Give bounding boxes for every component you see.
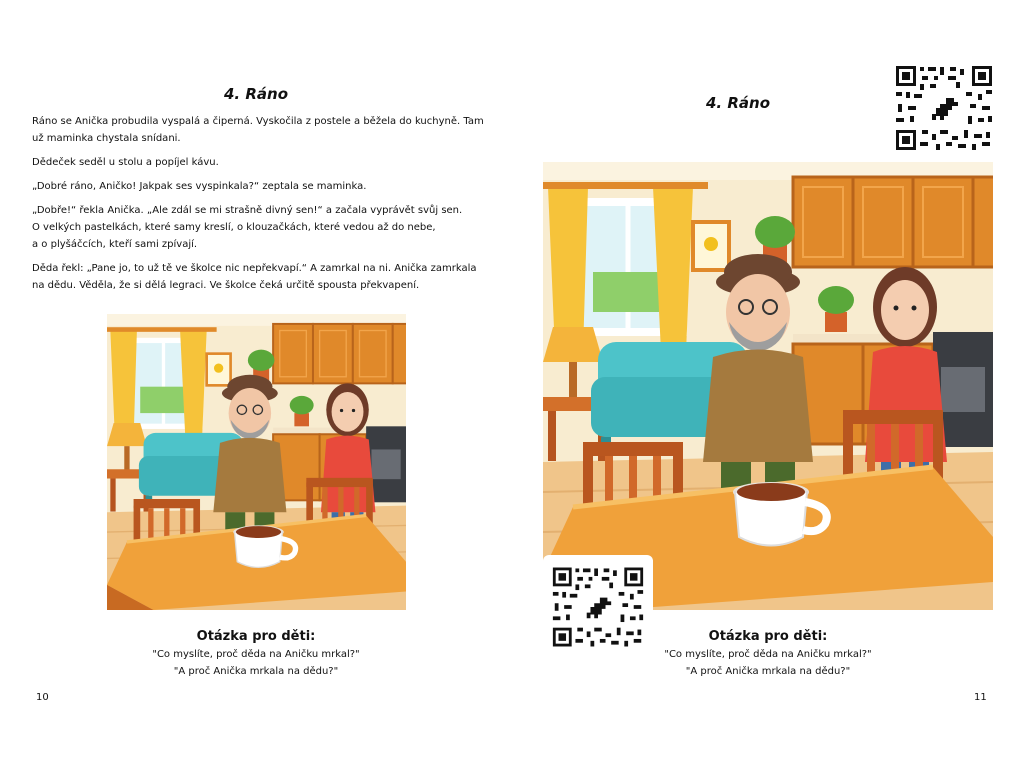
chapter-title: 4. Ráno [706, 94, 771, 112]
question-line: "A proč Anička mrkala na dědu?" [685, 666, 851, 677]
story-paragraph: O velkých pastelkách, které samy kreslí, o klouzačkách, které vedou až do nebe, [32, 222, 436, 233]
story-paragraph: Dědeček seděl u stolu a popíjel kávu. [32, 157, 219, 168]
kitchen-scene-icon [107, 314, 406, 610]
story-text [32, 113, 484, 301]
story-paragraph: „Dobré ráno, Aničko! Jakpak ses vyspinkala?“ zeptala se maminka. [32, 181, 367, 192]
question-line: "Co myslíte, proč děda na Aničku mrkal?" [664, 649, 872, 660]
question-block [512, 628, 1024, 680]
question-line: "A proč Anička mrkala na dědu?" [173, 666, 339, 677]
question-title: Otázka pro děti: [708, 629, 828, 644]
question-line: "Co myslíte, proč děda na Aničku mrkal?" [152, 649, 360, 660]
story-paragraph: Ráno se Anička probudila vyspalá a čiperná. Vyskočila z postele a běžela do kuchyně. Tam už maminka chystala snídani. [32, 116, 484, 144]
question-title: Otázka pro děti: [196, 629, 316, 644]
page-number: 10 [36, 692, 49, 703]
question-block [0, 628, 512, 680]
qr-code-icon[interactable] [886, 58, 1002, 158]
qr-code-icon [894, 64, 994, 152]
page-number: 11 [974, 692, 987, 703]
story-paragraph: „Dobře!“ řekla Anička. „Ale zdál se mi strašně divný sen!“ a začala vyprávět svůj sen. [32, 205, 463, 216]
kitchen-scene-icon [543, 162, 993, 610]
chapter-title: 4. Ráno [223, 85, 288, 103]
story-paragraph: a o plyšáčcích, kteří sami zpívají. [32, 239, 198, 250]
right-page [512, 0, 1024, 768]
story-paragraph: Děda řekl: „Pane jo, to už tě ve školce nic nepřekvapí.“ A zamrkal na ni. Anička zamrkala na dědu. Věděla, že si dělá legraci. Ve školce čeká určitě spousta překvapení. [32, 263, 477, 291]
kitchen-illustration [543, 162, 993, 610]
kitchen-illustration [107, 314, 406, 610]
